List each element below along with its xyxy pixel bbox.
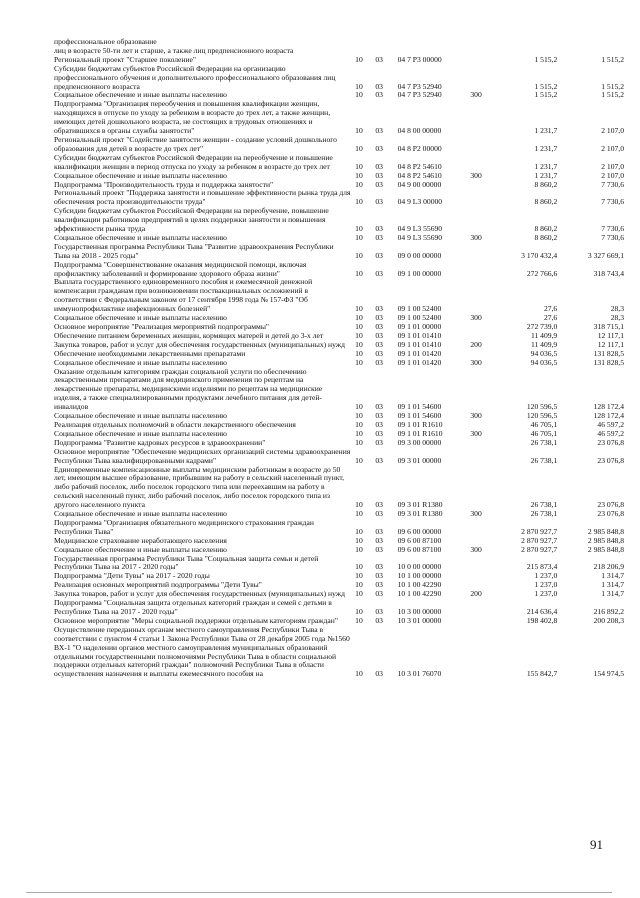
amount-year1-cell: 272 766,6 (526, 268, 558, 278)
amount-year2-cell: 154 974,5 (593, 669, 624, 679)
amount-year2-cell: 131 828,5 (593, 348, 624, 358)
amount-year1-cell: 1 515,2 (534, 54, 558, 64)
expense-type-code-cell (470, 100, 496, 136)
target-article-code-cell: 09 1 00 52400 (397, 304, 442, 314)
table-row (54, 466, 624, 511)
row-name-cell: Реализация основных мероприятий подпрограммы "Дети Тувы" (54, 580, 262, 590)
target-article-code-cell: 09 3 01 00000 (397, 455, 442, 465)
expense-type-code-cell (470, 38, 496, 47)
expense-type-code-cell: 300 (470, 357, 482, 367)
subsection-code-cell: 03 (375, 304, 383, 314)
section-code-cell: 10 (355, 589, 363, 599)
amount-year1-cell: 2 870 927,7 (521, 535, 558, 545)
amount-year2-cell: 216 892,2 (593, 607, 624, 616)
amount-year2-cell: 2 107,0 (601, 161, 624, 171)
target-article-code-cell: 04 9 L3 00000 (397, 197, 443, 207)
target-article-code-cell: 09 1 00 00000 (397, 268, 442, 278)
row-name-cell: Социальное обеспечение и иные выплаты населению (54, 90, 227, 100)
expense-type-code-cell: 300 (470, 170, 482, 180)
subsection-code-cell: 03 (375, 250, 383, 260)
amount-year2-cell: 1 314,7 (601, 589, 624, 599)
row-name-cell: Социальное обеспечение и иные выплаты населению (54, 428, 227, 438)
section-code-cell: 10 (355, 304, 363, 314)
amount-year2-cell: 28,3 (610, 304, 624, 314)
subsection-code-cell: 03 (375, 126, 383, 136)
row-name-cell: Подпрограмма "Совершенствование оказания медицинской помощи, включая профилактику заболеваний и формирование здорового образа жизни" (54, 259, 307, 278)
row-name-cell: Оказание отдельным категориям граждан социальной услуги по обеспечению лекарственными препаратами для медицинского применения по рецептам на лекарственные препараты, медицинскими изделиями по рецептам на медицинские изделия, а также специализированными продуктами лечебного питания для детей-инвалидов (54, 366, 323, 412)
table-row (54, 626, 624, 679)
subsection-code-cell: 03 (375, 562, 383, 572)
expense-type-code-cell (470, 599, 496, 617)
subsection-code-cell: 03 (375, 437, 383, 447)
amount-year1-cell: 272 739,0 (526, 322, 558, 331)
amount-year1-cell: 3 170 432,4 (521, 250, 558, 260)
expense-type-code-cell (470, 278, 496, 314)
amount-year1-cell: 1 237,0 (534, 589, 558, 599)
amount-year2-cell: 46 597,2 (597, 428, 624, 438)
budget-table-body (54, 38, 624, 679)
expense-type-code-cell (470, 261, 496, 279)
subsection-code-cell: 03 (375, 54, 383, 64)
expense-type-code-cell (470, 617, 496, 626)
table-row (54, 448, 624, 466)
table-row (54, 278, 624, 314)
row-name-cell: Реализация отдельных полномочий в области лекарственного обеспечения (54, 419, 296, 429)
section-code-cell: 10 (355, 500, 363, 510)
target-article-code-cell: 10 1 00 42290 (397, 580, 442, 590)
subsection-code-cell: 03 (375, 526, 383, 536)
amount-year2-cell: 1 515,2 (601, 81, 624, 91)
row-name-cell: Субсидии бюджетам субъектов Российской Федерации на организацию профессионального обучения и дополнительного профессионального образования лиц предпенсионного возраста (54, 63, 336, 91)
amount-year2-cell: 1 314,7 (601, 571, 624, 581)
amount-year2-cell: 1 515,2 (601, 54, 624, 64)
amount-year1-cell: 1 237,0 (534, 571, 558, 581)
subsection-code-cell: 03 (375, 500, 383, 510)
table-row (54, 555, 624, 573)
amount-year2-cell: 318 743,4 (593, 268, 624, 278)
subsection-code-cell: 03 (375, 357, 383, 367)
amount-year1-cell: 8 860,2 (534, 232, 558, 242)
table-row (54, 154, 624, 172)
target-article-code-cell: 04 8 00 00000 (397, 126, 442, 136)
subsection-code-cell: 03 (375, 535, 383, 545)
subsection-code-cell: 03 (375, 607, 383, 616)
table-row (54, 65, 624, 92)
expense-type-code-cell: 300 (470, 544, 482, 554)
amount-year1-cell: 11 409,9 (530, 330, 558, 340)
subsection-code-cell: 03 (375, 90, 383, 100)
amount-year2-cell: 2 107,0 (601, 170, 624, 180)
subsection-code-cell (375, 38, 397, 47)
target-article-code-cell: 10 3 00 00000 (397, 607, 442, 616)
amount-year1-cell: 1 231,7 (534, 126, 558, 136)
expense-type-code-cell (470, 448, 496, 466)
row-name-cell: Основное мероприятие "Реализация мероприятий подпрограммы" (54, 322, 270, 331)
row-name-cell: Осуществление переданных органам местного самоуправления Республики Тыва в соответствии с пунктом 4 статьи 1 Закона Республики Тыва от 28 декабря 2005 года №1560 ВХ-1 "О наделении органов местного самоуправления муниципальных образований отдельными государственными полномочиями Республики Тыва в области социальной поддержки отдельных категорий граждан" полномочий Республики Тыва в области осуществления назначения и выплаты ежемесячного пособия на (54, 624, 350, 679)
target-article-code-cell: 10 0 00 00000 (397, 562, 442, 572)
section-code-cell: 10 (355, 402, 363, 412)
amount-year2-cell (557, 38, 624, 47)
amount-year1-cell: 26 738,1 (530, 455, 558, 465)
row-name-cell: Региональный проект "Поддержка занятости и повышение эффективности рынка труда для обеспечения роста производительности труда" (54, 188, 351, 207)
section-code-cell: 10 (355, 411, 363, 421)
expense-type-code-cell (470, 368, 496, 413)
row-name-cell: Государственная программа Республики Тыва "Развитие здравоохранения Республики Тыва на 2018 - 2025 годы" (54, 241, 334, 260)
table-row (54, 243, 624, 261)
row-name-cell: Социальное обеспечение и иные выплаты населению (54, 411, 227, 421)
row-name-cell: Социальное обеспечение и иные выплаты населению (54, 313, 227, 323)
amount-year2-cell: 23 076,8 (597, 437, 624, 447)
amount-year1-cell: 1 237,0 (534, 580, 558, 590)
amount-year2-cell: 23 076,8 (597, 509, 624, 519)
section-code-cell: 10 (355, 580, 363, 590)
subsection-code-cell: 03 (375, 615, 383, 625)
amount-year2-cell: 128 172,4 (593, 411, 624, 421)
target-article-code-cell: 09 1 01 01420 (397, 348, 442, 358)
expense-type-code-cell (470, 466, 496, 511)
row-name-cell: лиц в возрасте 50-ти лет и старше, а также лиц предпенсионного возраста (54, 45, 294, 55)
section-code-cell: 10 (355, 250, 363, 260)
section-code-cell: 10 (355, 54, 363, 64)
subsection-code-cell: 03 (375, 589, 383, 599)
section-code-cell: 10 (355, 322, 363, 331)
section-code-cell: 10 (355, 170, 363, 180)
amount-year2-cell: 131 828,5 (593, 357, 624, 367)
expense-type-code-cell (470, 181, 496, 190)
expense-type-code-cell (470, 626, 496, 679)
subsection-code-cell: 03 (375, 268, 383, 278)
amount-year1-cell: 94 036,5 (530, 348, 558, 358)
amount-year2-cell: 128 172,4 (593, 402, 624, 412)
section-code-cell: 10 (355, 81, 363, 91)
amount-year1-cell: 94 036,5 (530, 357, 558, 367)
amount-year2-cell: 2 107,0 (601, 143, 624, 153)
expense-type-code-cell (470, 65, 496, 92)
target-article-code-cell: 10 1 00 00000 (397, 571, 442, 581)
amount-year1-cell: 1 231,7 (534, 170, 558, 180)
row-name-cell: Основное мероприятие "Обеспечение медицинских организаций системы здравоохранения Республики Тыва квалифицированными кадрами" (54, 446, 351, 465)
row-name-cell: Субсидии бюджетам субъектов Российской Федерации на переобучение и повышение квалификации женщин в период отпуска по уходу за ребенком в возрасте до трех лет (54, 152, 333, 171)
target-article-code-cell: 09 1 01 54600 (397, 402, 442, 412)
section-code-cell: 10 (355, 161, 363, 171)
row-name-cell: Социальное обеспечение и иные выплаты населению (54, 357, 227, 367)
amount-year2-cell: 7 730,6 (601, 232, 624, 242)
expense-type-code-cell (470, 243, 496, 261)
row-name-cell: Обеспечение питанием беременных женщин, кормящих матерей и детей до 3-х лет (54, 330, 324, 340)
table-row (54, 189, 624, 207)
target-article-code-cell: 04 7 P3 52940 (397, 81, 442, 91)
amount-year1-cell: 11 409,9 (530, 339, 558, 349)
subsection-code-cell: 03 (375, 232, 383, 242)
row-name-cell: Единовременные компенсационные выплаты медицинским работникам в возрасте до 50 лет, имеющим высшее образование, прибывшим на работу в сельский населенный пункт, либо рабочий поселок, либо поселок городского типа или переехавшим на работу в сельский населенный пункт, либо рабочий поселок, либо поселок городского типа из другого населенного пункта (54, 464, 345, 510)
subsection-code-cell: 03 (375, 348, 383, 358)
expense-type-code-cell (470, 572, 496, 581)
section-code-cell: 10 (355, 339, 363, 349)
target-article-code-cell: 09 6 00 87100 (397, 535, 442, 545)
amount-year2-cell: 7 730,6 (601, 197, 624, 207)
budget-table (54, 38, 624, 679)
target-article-code-cell: 04 8 P2 54610 (397, 161, 442, 171)
subsection-code-cell: 03 (375, 170, 383, 180)
amount-year1-cell: 2 870 927,7 (521, 544, 558, 554)
subsection-code-cell: 03 (375, 81, 383, 91)
expense-type-code-cell (470, 519, 496, 537)
section-code-cell: 10 (355, 357, 363, 367)
expense-type-code-cell: 300 (470, 313, 482, 323)
amount-year1-cell (497, 38, 558, 47)
amount-year2-cell: 7 730,6 (601, 179, 624, 189)
target-article-code-cell: 09 1 01 01420 (397, 357, 442, 367)
target-article-code-cell: 10 3 01 00000 (397, 615, 442, 625)
section-code-cell: 10 (355, 179, 363, 189)
table-row (54, 136, 624, 154)
expense-type-code-cell (470, 555, 496, 573)
expense-type-code-cell: 200 (470, 589, 482, 599)
section-code-cell: 10 (355, 535, 363, 545)
amount-year1-cell: 26 738,1 (530, 500, 558, 510)
subsection-code-cell: 03 (375, 161, 383, 171)
subsection-code-cell: 03 (375, 197, 383, 207)
amount-year1-cell: 26 738,1 (530, 437, 558, 447)
table-row (54, 207, 624, 234)
amount-year1-cell: 1 515,2 (534, 81, 558, 91)
section-code-cell: 10 (355, 313, 363, 323)
expense-type-code-cell: 300 (470, 428, 482, 438)
row-name-cell: Подпрограмма "Организация обязательного медицинского страхования граждан Республики Тыва" (54, 517, 314, 536)
target-article-code-cell: 04 8 P2 00000 (397, 143, 442, 153)
target-article-code-cell: 09 1 01 01410 (397, 330, 442, 340)
subsection-code-cell: 03 (375, 330, 383, 340)
section-code-cell: 10 (355, 607, 363, 616)
target-article-code-cell: 09 1 00 52400 (397, 313, 442, 323)
target-article-code-cell: 09 3 01 R1380 (397, 509, 443, 519)
amount-year1-cell: 27,6 (543, 304, 558, 314)
subsection-code-cell: 03 (375, 669, 383, 679)
expense-type-code-cell: 300 (470, 90, 482, 100)
section-code-cell: 10 (355, 224, 363, 234)
amount-year2-cell: 318 715,1 (593, 322, 624, 331)
amount-year2-cell: 2 985 848,8 (587, 544, 624, 554)
target-article-code-cell: 09 1 01 54600 (397, 411, 442, 421)
section-code-cell: 10 (355, 330, 363, 340)
subsection-code-cell: 03 (375, 428, 383, 438)
expense-type-code-cell (470, 189, 496, 207)
amount-year1-cell: 46 705,1 (530, 419, 558, 429)
target-article-code-cell: 04 7 P3 00000 (397, 54, 442, 64)
target-article-code-cell: 09 1 01 R1610 (397, 419, 443, 429)
amount-year2-cell: 218 206,9 (593, 562, 624, 572)
table-row (54, 599, 624, 617)
expense-type-code-cell (470, 56, 496, 65)
section-code-cell: 10 (355, 526, 363, 536)
table-row (54, 368, 624, 413)
section-code-cell: 10 (355, 126, 363, 136)
target-article-code-cell: 09 3 00 00000 (397, 437, 442, 447)
target-article-code-cell: 09 6 00 00000 (397, 526, 442, 536)
expense-type-code-cell (470, 154, 496, 172)
section-code-cell: 10 (355, 90, 363, 100)
target-article-code-cell: 10 3 01 76070 (397, 669, 442, 679)
target-article-code-cell (398, 38, 471, 47)
expense-type-code-cell (470, 136, 496, 154)
expense-type-code-cell (470, 439, 496, 448)
amount-year2-cell: 28,3 (610, 313, 624, 323)
table-row (54, 519, 624, 537)
row-name-cell: профессиональное образование (54, 37, 157, 46)
row-name-cell: Социальное обеспечение и иные выплаты населению (54, 509, 227, 519)
row-name-cell: Региональный проект "Содействие занятости женщин - создание условий дошкольного образования для детей в возрасте до трех лет" (54, 134, 337, 153)
subsection-code-cell: 03 (375, 339, 383, 349)
subsection-code-cell: 03 (375, 143, 383, 153)
amount-year1-cell: 1 515,2 (534, 90, 558, 100)
row-name-cell: Выплата государственного единовременного пособия и ежемесячной денежной компенсации гражданам при возникновении поствакцинальных осложнений в соответствии с Федеральным законом от 17 сентября 1998 года № 157-ФЗ "Об иммунопрофилактике инфекционных болезней" (54, 277, 313, 314)
table-row (54, 261, 624, 279)
expense-type-code-cell: 300 (470, 509, 482, 519)
row-name-cell: Обеспечение необходимыми лекарственными препаратами (54, 348, 246, 358)
row-name-cell: Закупка товаров, работ и услуг для обеспечения государственных (муниципальных) нужд (54, 339, 345, 349)
amount-year1-cell: 155 842,7 (526, 669, 558, 679)
target-article-code-cell: 09 1 01 01410 (397, 339, 442, 349)
table-row (54, 100, 624, 136)
section-code-cell: 10 (355, 455, 363, 465)
section-code-cell: 10 (355, 544, 363, 554)
amount-year2-cell: 1 314,7 (601, 580, 624, 590)
target-article-code-cell: 09 0 00 00000 (397, 250, 442, 260)
subsection-code-cell: 03 (375, 419, 383, 429)
section-code-cell: 10 (355, 428, 363, 438)
subsection-code-cell: 03 (375, 509, 383, 519)
row-name-cell: Субсидии бюджетам субъектов Российской Федерации на переобучение, повышение квалификации работников предприятий в целях поддержки занятости и повышения эффективности рынка труда (54, 206, 329, 234)
amount-year1-cell: 120 596,5 (526, 402, 558, 412)
expense-type-code-cell: 200 (470, 339, 482, 349)
amount-year2-cell: 3 327 669,1 (587, 250, 624, 260)
row-name-cell: Социальное обеспечение и иные выплаты населению (54, 544, 227, 554)
row-name-cell: Государственная программа Республики Тыва "Социальная защита семьи и детей Республики Тыва на 2017 - 2020 годы" (54, 553, 319, 572)
row-name-cell: Основное мероприятие "Меры социальной поддержки отдельным категориям граждан" (54, 615, 338, 625)
subsection-code-cell: 03 (375, 179, 383, 189)
subsection-code-cell: 03 (375, 544, 383, 554)
amount-year2-cell: 7 730,6 (601, 224, 624, 234)
target-article-code-cell: 09 1 01 R1610 (397, 428, 443, 438)
page-number: 91 (590, 837, 603, 852)
expense-type-code-cell: 300 (470, 411, 482, 421)
amount-year1-cell: 46 705,1 (530, 428, 558, 438)
amount-year2-cell: 23 076,8 (597, 455, 624, 465)
amount-year1-cell: 2 870 927,7 (521, 526, 558, 536)
amount-year1-cell: 215 873,4 (526, 562, 558, 572)
section-code-cell: 10 (355, 232, 363, 242)
target-article-code-cell: 04 9 L3 55690 (397, 232, 443, 242)
amount-year2-cell: 12 117,1 (597, 339, 624, 349)
section-code-cell: 10 (355, 268, 363, 278)
row-name-cell: Социальное обеспечение и иные выплаты населению (54, 170, 227, 180)
row-name-cell: Социальное обеспечение и иные выплаты населению (54, 232, 227, 242)
amount-year1-cell: 27,6 (543, 313, 558, 323)
row-name-cell: Подпрограмма "Дети Тувы" на 2017 - 2020 годы (54, 571, 210, 581)
row-name-cell: Региональный проект "Старшее поколение" (54, 54, 197, 64)
amount-year2-cell: 2 985 848,8 (587, 535, 624, 545)
subsection-code-cell: 03 (375, 313, 383, 323)
amount-year1-cell: 8 860,2 (534, 179, 558, 189)
section-code-cell: 10 (355, 197, 363, 207)
section-code-cell: 10 (355, 348, 363, 358)
subsection-code-cell: 03 (375, 455, 383, 465)
bottom-rule (26, 892, 612, 893)
amount-year2-cell: 46 597,2 (597, 419, 624, 429)
row-name-cell: Закупка товаров, работ и услуг для обеспечения государственных (муниципальных) нужд (54, 589, 345, 599)
amount-year2-cell: 1 515,2 (601, 90, 624, 100)
subsection-code-cell: 03 (375, 411, 383, 421)
section-code-cell: 10 (355, 143, 363, 153)
expense-type-code-cell (470, 47, 496, 56)
amount-year1-cell: 26 738,1 (530, 509, 558, 519)
amount-year1-cell: 198 402,8 (526, 615, 558, 625)
target-article-code-cell: 04 8 P2 54610 (397, 170, 442, 180)
target-article-code-cell: 10 1 00 42290 (397, 589, 442, 599)
section-code-cell: 10 (355, 509, 363, 519)
expense-type-code-cell: 300 (470, 232, 482, 242)
section-code-cell: 10 (355, 669, 363, 679)
subsection-code-cell: 03 (375, 402, 383, 412)
section-code-cell: 10 (355, 437, 363, 447)
row-name-cell: Подпрограмма "Развитие кадровых ресурсов в здравоохранении" (54, 437, 266, 447)
expense-type-code-cell (470, 323, 496, 332)
section-code-cell: 10 (355, 419, 363, 429)
target-article-code-cell: 09 6 00 87100 (397, 544, 442, 554)
subsection-code-cell: 03 (375, 322, 383, 331)
amount-year2-cell: 12 117,1 (597, 330, 624, 340)
subsection-code-cell: 03 (375, 580, 383, 590)
amount-year1-cell: 1 231,7 (534, 161, 558, 171)
amount-year1-cell: 8 860,2 (534, 197, 558, 207)
row-name-cell: Подпрограмма "Организация переобучения и повышения квалификации женщин, находящихся в отпуске по уходу за ребенком в возрасте до трех лет, а также женщин, имеющих детей дошкольного возраста, не состоящих в трудовых отношениях и обратившихся в органы службы занятости" (54, 99, 331, 136)
target-article-code-cell: 04 9 00 00000 (397, 179, 442, 189)
section-code-cell: 10 (355, 562, 363, 572)
expense-type-code-cell (470, 207, 496, 234)
target-article-code-cell: 09 3 01 R1380 (397, 500, 443, 510)
amount-year1-cell: 1 231,7 (534, 143, 558, 153)
amount-year2-cell: 23 076,8 (597, 500, 624, 510)
target-article-code-cell: 09 1 01 00000 (397, 322, 442, 331)
amount-year2-cell: 2 985 848,8 (587, 526, 624, 536)
target-article-code-cell: 04 9 L3 55690 (397, 224, 443, 234)
amount-year1-cell: 214 636,4 (526, 607, 558, 616)
subsection-code-cell: 03 (375, 224, 383, 234)
section-code-cell: 10 (355, 615, 363, 625)
amount-year1-cell: 120 596,5 (526, 411, 558, 421)
row-name-cell: Подпрограмма "Производительность труда и поддержка занятости" (54, 179, 274, 189)
amount-year2-cell: 2 107,0 (601, 126, 624, 136)
amount-year1-cell: 8 860,2 (534, 224, 558, 234)
amount-year2-cell: 200 208,3 (593, 615, 624, 625)
row-name-cell: Подпрограмма "Социальная защита отдельных категорий граждан и семей с детьми в Республике Тыва на 2017 - 2020 годы" (54, 598, 332, 616)
subsection-code-cell: 03 (375, 571, 383, 581)
section-code-cell: 10 (355, 571, 363, 581)
target-article-code-cell: 04 7 P3 52940 (397, 90, 442, 100)
section-code-cell (355, 38, 375, 47)
row-name-cell: Медицинское страхование неработающего населения (54, 535, 227, 545)
